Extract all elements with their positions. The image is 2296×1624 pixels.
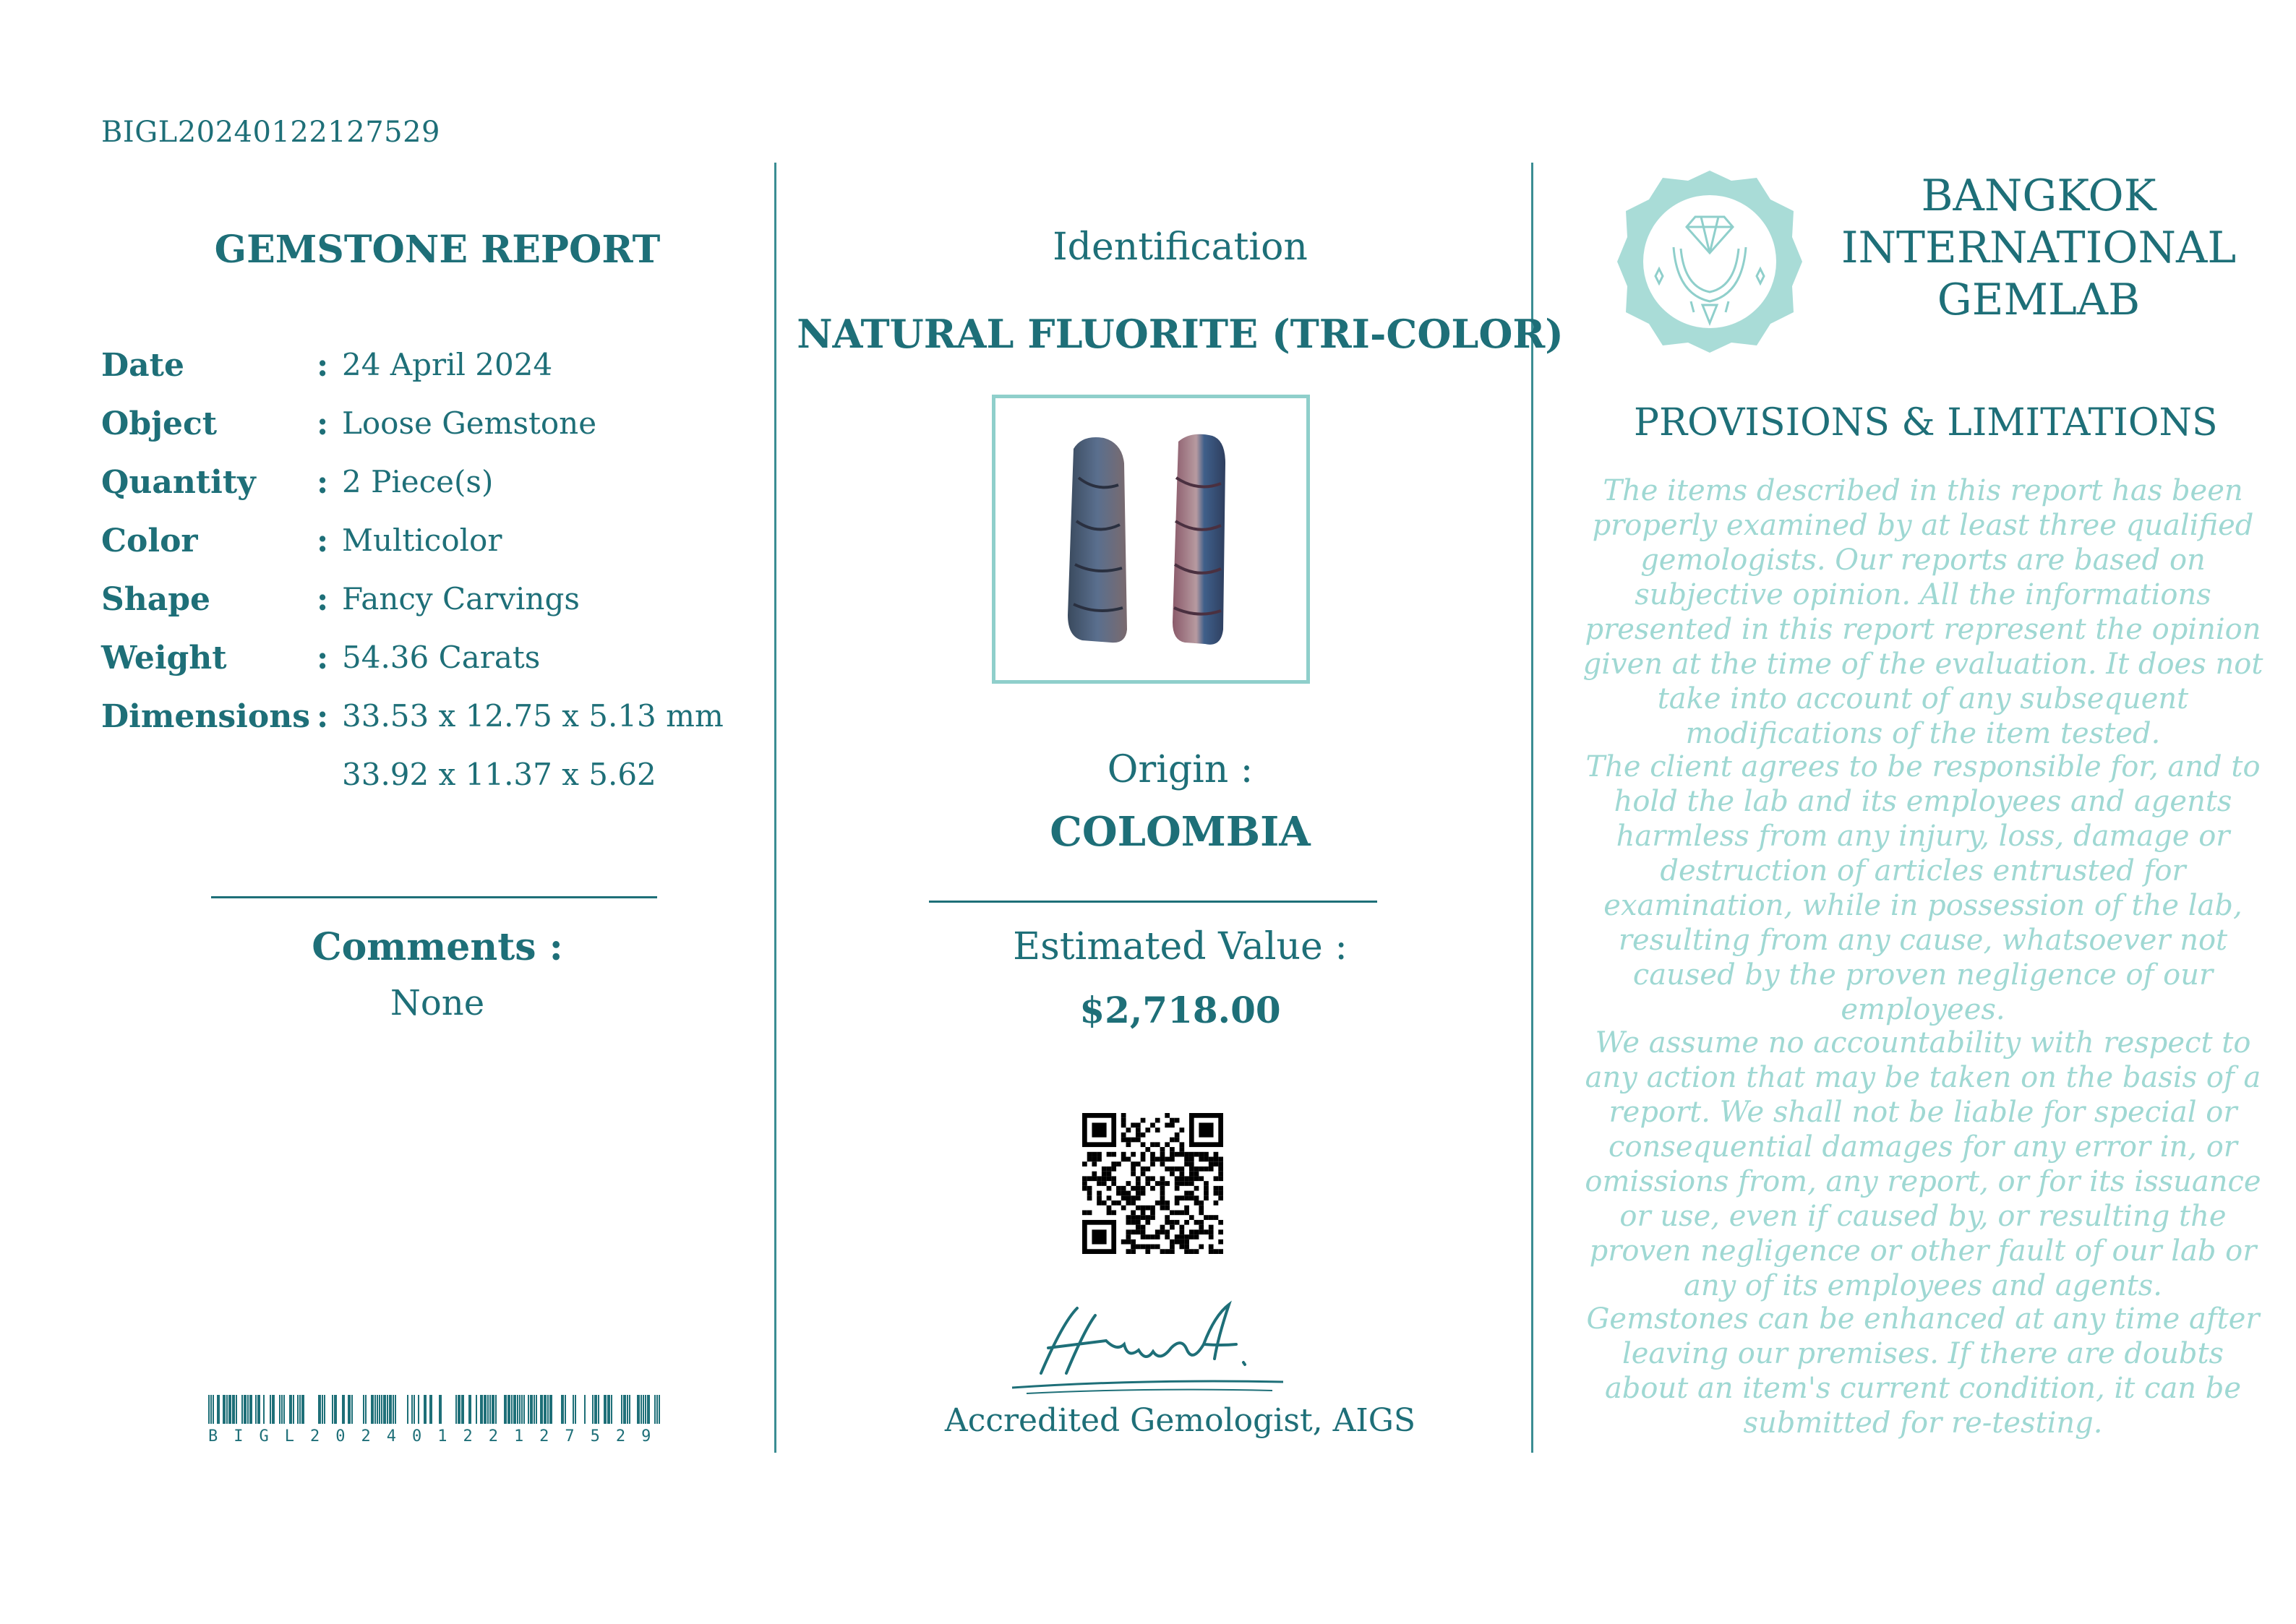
comments-value: None	[390, 983, 485, 1023]
qr-code[interactable]	[1082, 1113, 1223, 1254]
lab-name-line: INTERNATIONAL	[1841, 223, 2237, 273]
field-value: 54.36 Carats	[342, 640, 541, 675]
field-colon: :	[317, 698, 329, 735]
column-divider-left	[774, 163, 776, 1453]
lab-seal	[1616, 168, 1804, 356]
field-label: Dimensions	[101, 698, 311, 735]
field-value: 24 April 2024	[342, 347, 553, 382]
lab-name-line: GEMLAB	[1937, 275, 2141, 325]
field-colon: :	[317, 581, 329, 618]
comments-label: Comments :	[312, 925, 563, 969]
field-colon: :	[317, 523, 329, 559]
signature-icon	[998, 1294, 1301, 1402]
field-label: Color	[101, 523, 198, 559]
field-label: Quantity	[101, 464, 256, 501]
barcode-text: BIGL20240122127529	[208, 1427, 667, 1445]
field-label: Shape	[101, 581, 211, 618]
lab-name	[1836, 170, 2241, 326]
field-value: 2 Piece(s)	[342, 464, 494, 499]
signature	[998, 1294, 1301, 1402]
field-label: Date	[101, 347, 184, 384]
field-colon: :	[317, 640, 329, 676]
lab-logo-icon	[1616, 168, 1804, 356]
field-value: 33.92 x 11.37 x 5.62	[342, 757, 656, 792]
estimated-value-amount: $2,718.00	[1079, 989, 1281, 1031]
divider-line	[211, 896, 657, 898]
report-title: GEMSTONE REPORT	[214, 228, 661, 272]
lab-name-line: BANGKOK	[1921, 171, 2156, 221]
provisions-paragraph: The client agrees to be responsible for, and to hold the lab and its employees and agents harmless from any injury, loss, damage or destruction of articles entrusted for examination, while in possession of the lab, resulting from any cause, whatsoever not caused by the proven negligence of our employees.	[1585, 750, 2261, 1026]
field-label: Weight	[101, 640, 227, 676]
field-colon: :	[317, 464, 329, 501]
field-label: Object	[101, 405, 218, 442]
provisions-paragraph: We assume no accountability with respect to any action that may be taken on the basis of a report. We shall not be liable for special or consequential damages for any error in, or omissions from, any report, or for its issuance or use, even if caused by, or resulting the proven negligence or other fault of our lab or any of its employees and agents.	[1585, 1026, 2261, 1302]
gemstone-photo	[992, 395, 1310, 684]
field-colon: :	[317, 405, 329, 442]
provisions-title: PROVISIONS & LIMITATIONS	[1634, 401, 2218, 444]
gemologist-title: Accredited Gemologist, AIGS	[944, 1402, 1416, 1439]
field-value: Loose Gemstone	[342, 405, 597, 441]
field-value: 33.53 x 12.75 x 5.13 mm	[342, 698, 724, 734]
divider-line	[929, 901, 1377, 903]
identification-label: Identification	[1053, 225, 1308, 269]
origin-label: Origin :	[1107, 748, 1254, 791]
estimated-value-label: Estimated Value :	[1013, 925, 1348, 968]
field-value: Fancy Carvings	[342, 581, 580, 616]
origin-value: COLOMBIA	[1050, 808, 1311, 856]
field-colon: :	[317, 347, 329, 384]
provisions-paragraph: The items described in this report has been properly examined by at least three qualified gemologists. Our reports are based on subjective opinion. All the informations presented in this report represent the opinion given at the time of the evaluation. It does not take into account of any subsequent modifications of the item tested.	[1582, 474, 2263, 750]
report-id: BIGL20240122127529	[101, 116, 440, 149]
gemstone-carving-icon	[995, 398, 1306, 680]
field-value: Multicolor	[342, 523, 502, 558]
provisions-paragraph: Gemstones can be enhanced at any time after leaving our premises. If there are doubts about an item's current condition, it can be submitted for re-testing.	[1586, 1302, 2260, 1440]
identification-value: NATURAL FLUORITE (TRI-COLOR)	[797, 311, 1564, 357]
